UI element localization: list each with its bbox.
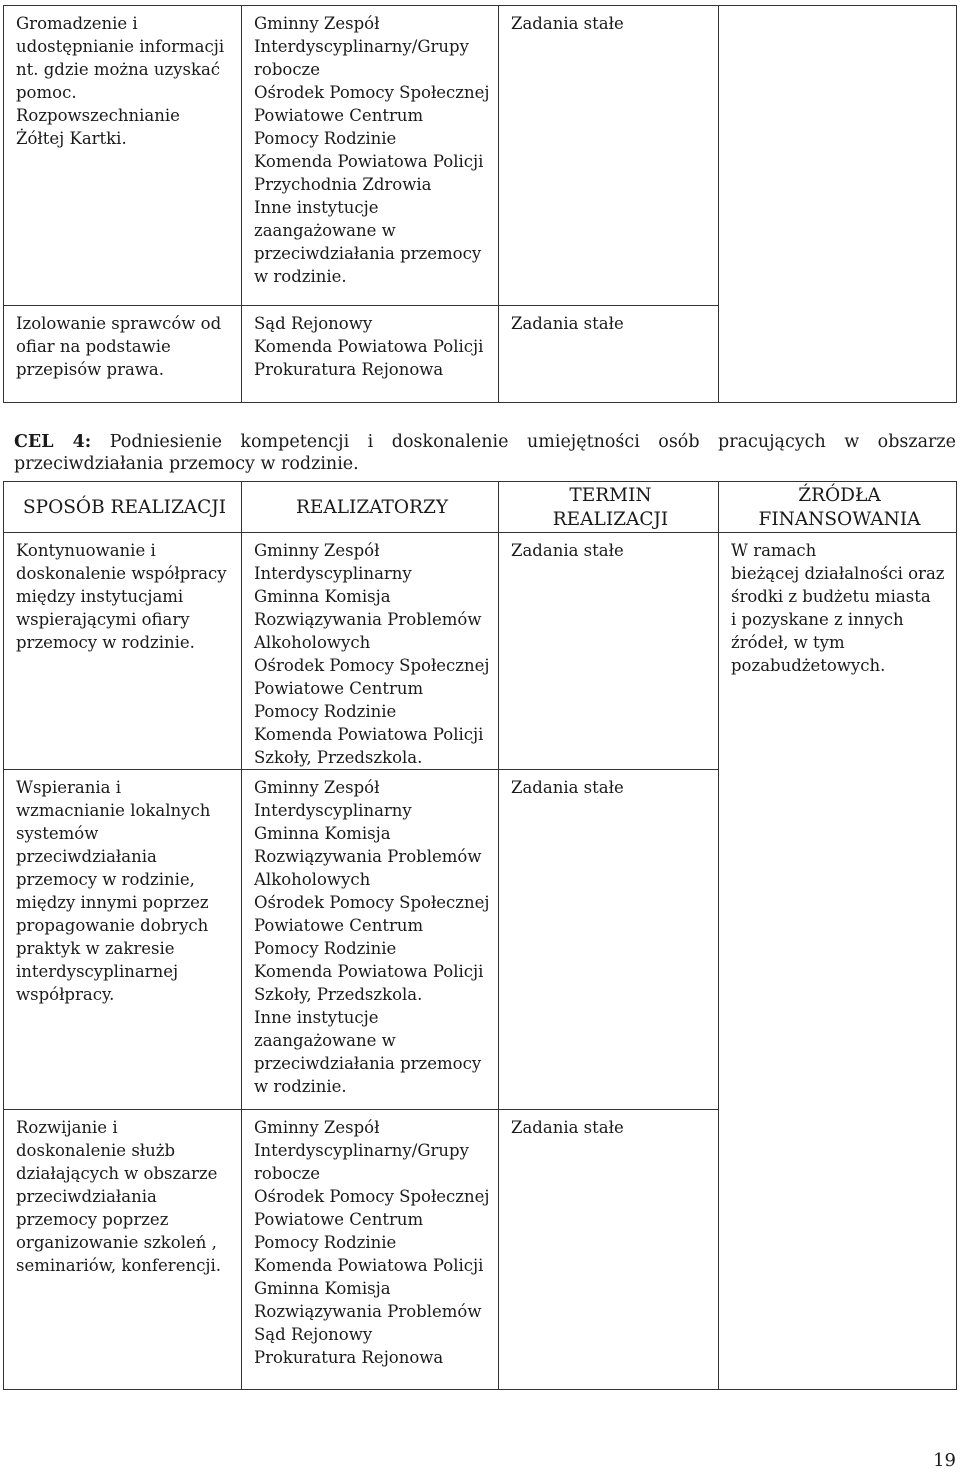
page-number: 19: [933, 1450, 956, 1471]
method-cell: Rozwijanie i doskonalenie służb działających w obszarze przeciwdziałania przemocy poprzez organizowanie szkoleń , seminariów, konferencji.: [4, 1110, 242, 1390]
term-cell: Zadania stałe: [499, 770, 719, 1110]
method-cell: Gromadzenie i udostępnianie informacji nt. gdzie można uzyskać pomoc. Rozpowszechnianie Żółtej Kartki.: [4, 6, 242, 306]
table-continued: [3, 5, 957, 403]
goal-label: CEL 4:: [14, 432, 92, 452]
funding-cell: W ramach bieżącej działalności oraz środki z budżetu miasta i pozyskane z innych źródeł, w tym pozabudżetowych.: [719, 533, 957, 1390]
header-actors: REALIZATORZY: [242, 482, 499, 533]
method-cell: Izolowanie sprawców od ofiar na podstawie przepisów prawa.: [4, 306, 242, 403]
header-funding: ŹRÓDŁA FINANSOWANIA: [719, 482, 957, 533]
actors-cell: Sąd Rejonowy Komenda Powiatowa Policji Prokuratura Rejonowa: [242, 306, 499, 403]
actors-cell: Gminny Zespół Interdyscyplinarny/Grupy robocze Ośrodek Pomocy Społecznej Powiatowe Centrum Pomocy Rodzinie Komenda Powiatowa Policji Gminna Komisja Rozwiązywania Problemów Sąd Rejonowy Prokuratura Rejonowa: [242, 1110, 499, 1390]
actors-cell: Gminny Zespół Interdyscyplinarny Gminna Komisja Rozwiązywania Problemów Alkoholowych Ośrodek Pomocy Społecznej Powiatowe Centrum Pomocy Rodzinie Komenda Powiatowa Policji Szkoły, Przedszkola.: [242, 533, 499, 770]
term-cell: Zadania stałe: [499, 306, 719, 403]
goal-text: Podniesienie kompetencji i doskonalenie umiejętności osób pracujących w obszarze przeciwdziałania przemocy w rodzinie.: [14, 432, 956, 474]
table-row: [4, 6, 957, 306]
actions-table: [3, 481, 957, 1390]
method-cell: Wspierania i wzmacnianie lokalnych systemów przeciwdziałania przemocy w rodzinie, między innymi poprzez propagowanie dobrych praktyk w zakresie interdyscyplinarnej współpracy.: [4, 770, 242, 1110]
header-method: SPOSÓB REALIZACJI: [4, 482, 242, 533]
term-cell: Zadania stałe: [499, 1110, 719, 1390]
funding-cell: [719, 6, 957, 403]
actors-cell: Gminny Zespół Interdyscyplinarny/Grupy robocze Ośrodek Pomocy Społecznej Powiatowe Centrum Pomocy Rodzinie Komenda Powiatowa Policji Przychodnia Zdrowia Inne instytucje zaangażowane w przeciwdziałania przemocy w rodzinie.: [242, 6, 499, 306]
goal-heading: [14, 431, 956, 475]
header-term: TERMIN REALIZACJI: [499, 482, 719, 533]
term-cell: Zadania stałe: [499, 6, 719, 306]
table-header-row: [4, 482, 957, 533]
table-row: [4, 533, 957, 770]
actors-cell: Gminny Zespół Interdyscyplinarny Gminna Komisja Rozwiązywania Problemów Alkoholowych Ośrodek Pomocy Społecznej Powiatowe Centrum Pomocy Rodzinie Komenda Powiatowa Policji Szkoły, Przedszkola. Inne instytucje zaangażowane w przeciwdziałania przemocy w rodzinie.: [242, 770, 499, 1110]
method-cell: Kontynuowanie i doskonalenie współpracy między instytucjami wspierającymi ofiary przemocy w rodzinie.: [4, 533, 242, 770]
term-cell: Zadania stałe: [499, 533, 719, 770]
